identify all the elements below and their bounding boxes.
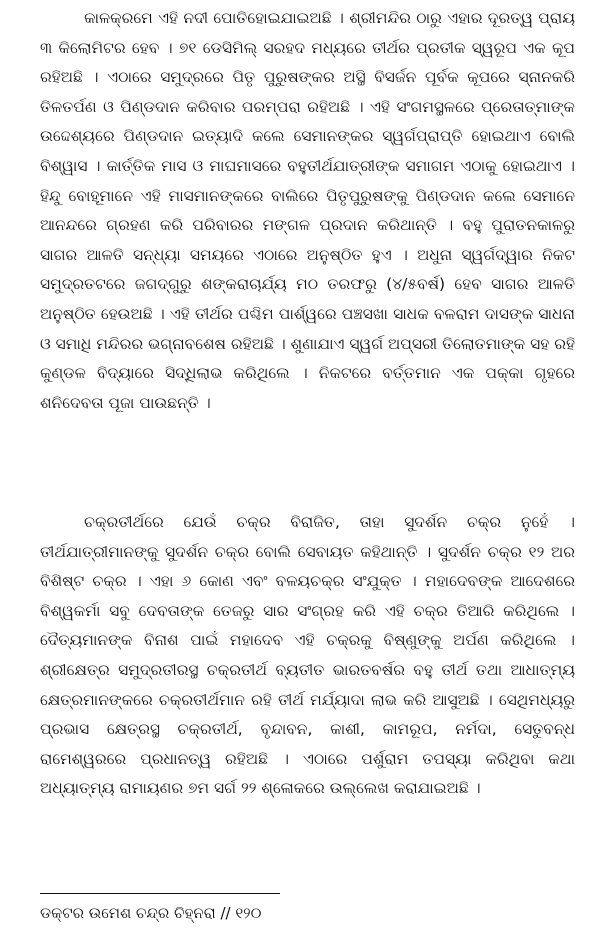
document-page bbox=[40, 0, 575, 941]
footer-divider bbox=[40, 893, 280, 894]
paragraph-2: ଚକ୍ରତୀର୍ଥରେ ଯେଉଁ ଚକ୍ର ବିରାଜିତ, ତାହା ସୁଦର୍ଶନ ଚକ୍ର ନୁହେଁ । ତୀର୍ଥଯାତ୍ରୀମାନଙ୍କୁ ସୁଦର୍ଶନ ଚକ୍ର ବୋଲି ସେବାୟତ କହିଥାନ୍ତି । ସୁଦର୍ଶନ ଚକ୍ର ୧୨ ଅର ବିଶିଷ୍ଟ ଚକ୍ର । ଏହା ୬ କୋଣ ଏବଂ ବଳୟଚକ୍ର ସଂଯୁକ୍ତ । ମହାଦେବଙ୍କ ଆଦେଶରେ ବିଶ୍ୱକର୍ମା ସବୁ ଦେବତାଙ୍କ ତେଜରୁ ସାର ସଂଗ୍ରହ କରି ଏହି ଚକ୍ର ତିଆରି କରିଥିଲେ । ଦୈତ୍ୟମାନଙ୍କ ବିନାଶ ପାଇଁ ମହାଦେବ ଏହି ଚକ୍ରକୁ ବିଷ୍ଣୁଙ୍କୁ ଅର୍ପଣ କରିଥିଲେ । ଶ୍ରୀକ୍ଷେତ୍ର ସମୁଦ୍ରତୀରସ୍ଥ ଚକ୍ରତୀର୍ଥ ବ୍ୟତୀତ ଭାରତବର୍ଷର ବହୁ ତୀର୍ଥ ତଥା ଆଧାତ୍ମ୍ୟ କ୍ଷେତ୍ରମାନଙ୍କରେ ଚକ୍ରତୀର୍ଥମାନ ରହି ତୀର୍ଥ ମର୍ଯ୍ୟାଦା ଲାଭ କରି ଆସୁଅଛି । ସେଥିମଧ୍ୟରୁ ପ୍ରଭାସ କ୍ଷେତ୍ରସ୍ଥ ଚକ୍ରତୀର୍ଥ, ବୃନ୍ଦାବନ, କାଶୀ, କାମରୂପ, ନର୍ମଦା, ସେତୁବନ୍ଧ ରାମେଶ୍ୱରରେ ପ୍ରଧାନତ୍ୱ ରହିଅଛି । ଏଠାରେ ପର୍ଶୁରାମ ତପସ୍ୟା କରିଥିବା କଥା ଅଧ୍ୟାତ୍ମ୍ୟ ରାମାୟଣର ୭ମ ସର୍ଗ ୨୨ ଶ୍ଳୋକରେ ଉଲ୍ଲେଖ କରାଯାଇଅଛି । bbox=[40, 513, 575, 798]
footer-author-page-number: ଡକ୍ଟର ଉମେଶ ଚନ୍ଦ୍ର ଚିହ୍ନରା // ୧୨୦ bbox=[40, 904, 262, 922]
paragraph-1: କାଳକ୍ରମେ ଏହି ନଦୀ ପୋତିହୋଇଯାଇଅଛି । ଶ୍ରୀମନ୍ଦିର ଠାରୁ ଏହାର ଦୂରତ୍ୱ ପ୍ରାୟ ୩ କିଲୋମିଟର ହେବ । ୭୧ ଡେସିମିଲ୍ ସରହଦ ମଧ୍ୟରେ ତୀର୍ଥର ପ୍ରତୀକ ସ୍ୱରୂପ ଏକ କୂପ ରହିଅଛି । ଏଠାରେ ସମୁଦ୍ରରେ ପିତୃ ପୁରୁଷଙ୍କର ଅସ୍ଥି ବିସର୍ଜନ ପୂର୍ବକ କୂପରେ ସ୍ନାନକରି ତିଳତର୍ପଣ ଓ ପିଣ୍ଡଦାନ କରିବାର ପରମ୍ପରା ରହିଅଛି । ଏହି ସଂଗମସ୍ଥଳରେ ପ୍ରେତାତ୍ମାଙ୍କ ଉଦ୍ଦେଶ୍ୟରେ ପିଣ୍ଡଦାନ ଇତ୍ୟାଦି କଲେ ସେମାନଙ୍କର ସ୍ୱର୍ଗପ୍ରାପ୍ତି ହୋଇଥାଏ ବୋଲି ବିଶ୍ୱାସ । କାର୍ତ୍ତିକ ମାସ ଓ ମାଘମାସରେ ବହୁତୀର୍ଥଯାତ୍ରୀଙ୍କ ସମାଗମ ଏଠାକୁ ହୋଇଥାଏ । ହିନ୍ଦୁ ବୋହୂମାନେ ଏହି ମାସମାନଙ୍କରେ ବାଲିରେ ପିତୃପୁରୁଷଙ୍କୁ ପିଣ୍ଡଦାନ କଲେ ସେମାନେ ଆନନ୍ଦରେ ଗ୍ରହଣ କରି ପରିବାରର ମଙ୍ଗଳ ପ୍ରଦାନ କରିଥାନ୍ତି । ବହୁ ପୁରାତନକାଳରୁ ସାଗର ଆଳତି ସନ୍ଧ୍ୟା ସମୟରେ ଏଠାରେ ଅନୁଷ୍ଠିତ ହୁଏ । ଅଧୁନା ସ୍ୱର୍ଗଦ୍ୱାର ନିକଟ ସମୁଦ୍ରତଟରେ ଜଗଦ୍‌ଗୁରୁ ଶଙ୍କରାଚାର୍ଯ୍ୟ ମଠ ତରଫରୁ (୪/୫ବର୍ଷ) ହେବ ସାଗର ଆଳତି ଅନୁଷ୍ଠିତ ହେଉଅଛି । ଏହି ତୀର୍ଥର ପଶ୍ଚିମ ପାର୍ଶ୍ୱରେ ପଞ୍ଚସଖା ସାଧକ ବଳରାମ ଦାସଙ୍କ ସାଧନା ଓ ସମାଧି ମନ୍ଦିରର ଭଗ୍ନାବଶେଷ ରହିଅଛି । ଶୁଣାଯାଏ ସ୍ୱର୍ଗ ଅପ୍ସରୀ ତିଲୋତମାଙ୍କ ସହ ରହି କୁଣ୍ଡଳ ବିଦ୍ୟାରେ ସିଦ୍ଧିଲାଭ କରିଥିଲେ । ନିକଟରେ ବର୍ତ୍ତମାନ ଏକ ପକ୍କା ଗୃହରେ ଶନିଦେବତା ପୂଜା ପାଉଛନ୍ତି । bbox=[40, 9, 575, 412]
